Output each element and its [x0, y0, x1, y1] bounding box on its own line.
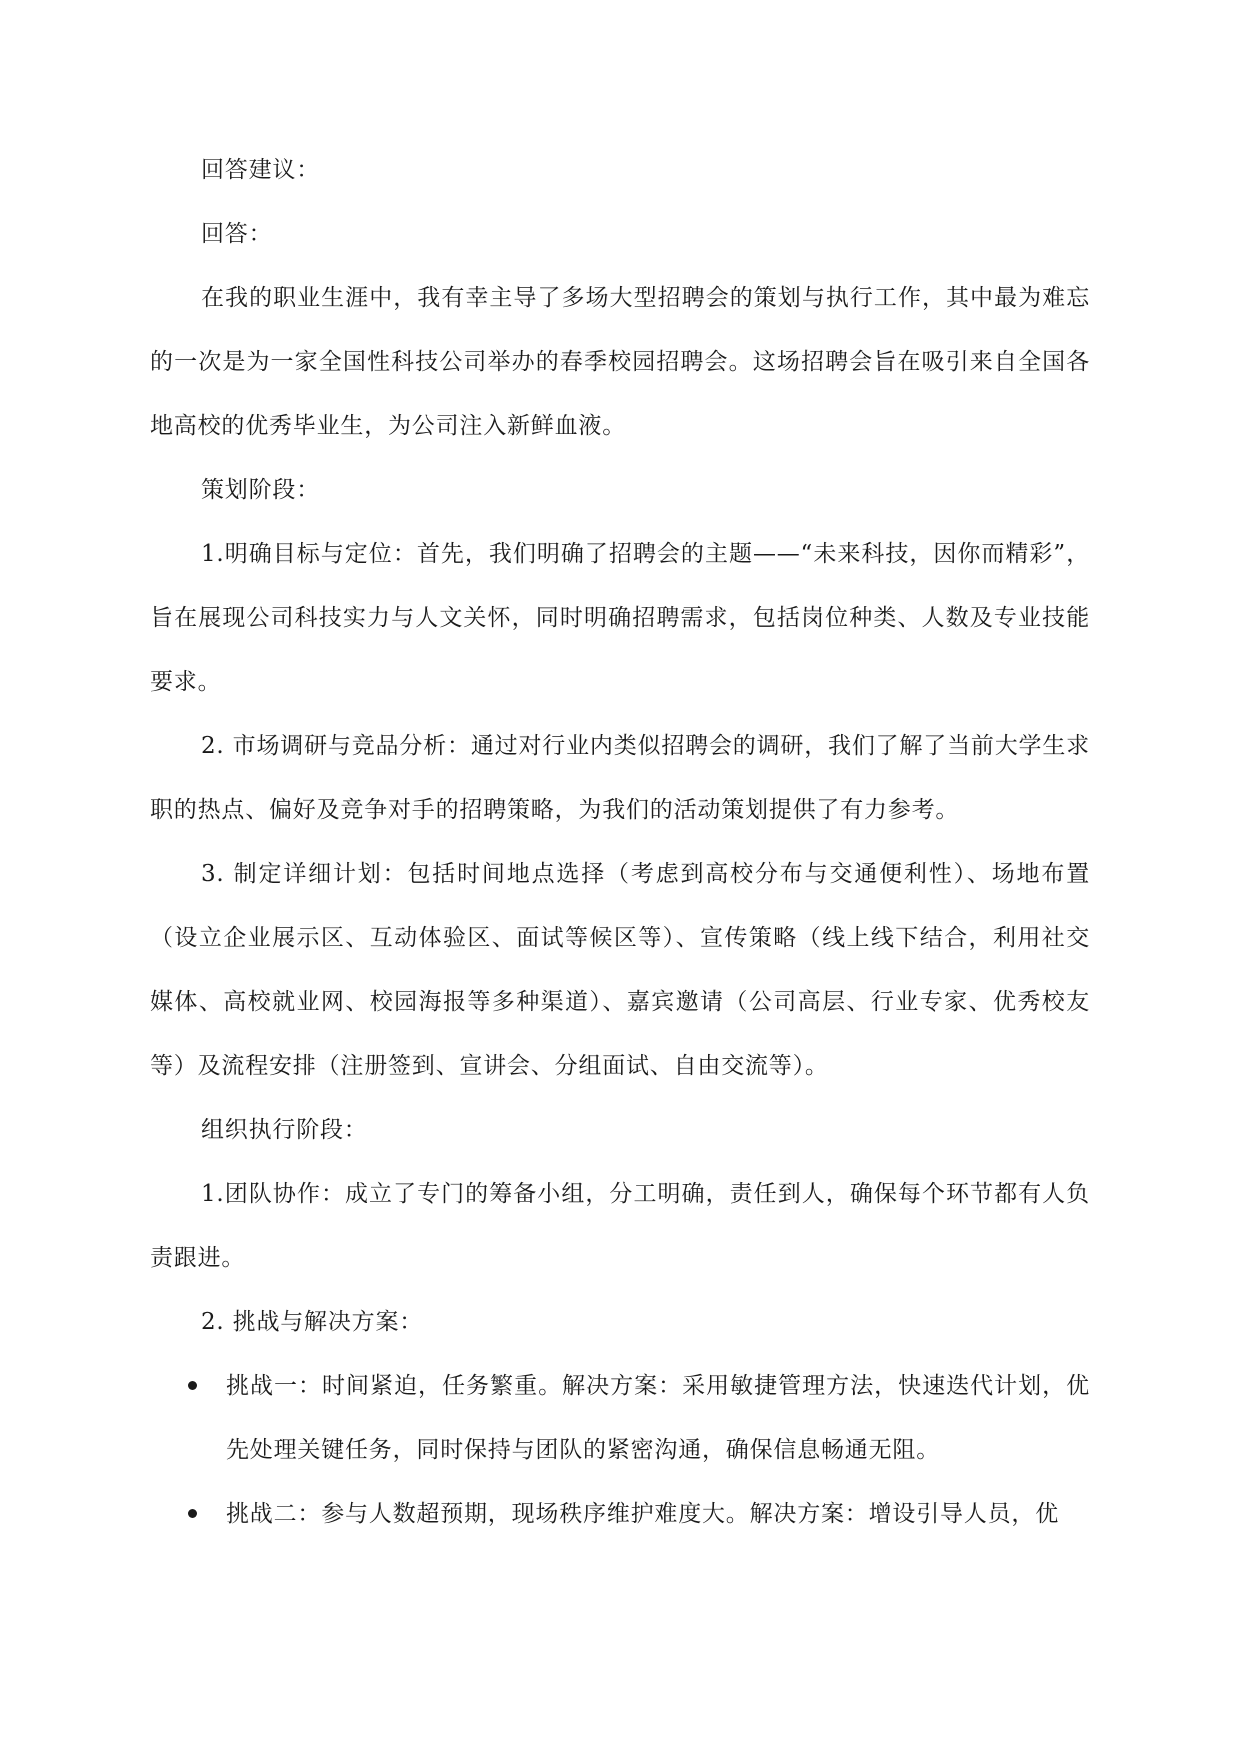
- bullet-icon: [188, 1509, 197, 1518]
- paragraph-execution-1: 1.团队协作：成立了专门的筹备小组，分工明确，责任到人，确保每个环节都有人负责跟进。: [150, 1181, 1090, 1271]
- paragraph-planning-2: 2. 市场调研与竞品分析：通过对行业内类似招聘会的调研，我们了解了当前大学生求职的热点、偏好及竞争对手的招聘策略，为我们的活动策划提供了有力参考。: [150, 733, 1090, 823]
- bullet-icon: [188, 1381, 197, 1390]
- challenge-text: 挑战二：参与人数超预期，现场秩序维护难度大。解决方案：增设引导人员，优: [226, 1501, 1059, 1527]
- paragraph-intro: 在我的职业生涯中，我有幸主导了多场大型招聘会的策划与执行工作，其中最为难忘的一次是为一家全国性科技公司举办的春季校园招聘会。这场招聘会旨在吸引来自全国各地高校的优秀毕业生，为公司注入新鲜血液。: [150, 285, 1090, 439]
- list-item: [150, 1354, 1090, 1482]
- paragraph-answer-label: 回答：: [201, 221, 273, 247]
- heading-execution-phase: 组织执行阶段：: [201, 1117, 368, 1143]
- heading-planning-phase: 策划阶段：: [201, 477, 320, 503]
- paragraph-answer-suggestion: 回答建议：: [201, 157, 320, 183]
- paragraph-execution-2: 2. 挑战与解决方案：: [201, 1309, 424, 1335]
- paragraph-planning-3: 3. 制定详细计划：包括时间地点选择（考虑到高校分布与交通便利性）、场地布置（设立企业展示区、互动体验区、面试等候区等）、宣传策略（线上线下结合，利用社交媒体、高校就业网、校园海报等多种渠道）、嘉宾邀请（公司高层、行业专家、优秀校友等）及流程安排（注册签到、宣讲会、分组面试、自由交流等）。: [150, 861, 1090, 1079]
- list-item: [150, 1482, 1090, 1546]
- document-body: [150, 138, 1090, 1546]
- challenge-list: [150, 1354, 1090, 1546]
- paragraph-planning-1: 1.明确目标与定位：首先，我们明确了招聘会的主题——“未来科技，因你而精彩”，旨在展现公司科技实力与人文关怀，同时明确招聘需求，包括岗位种类、人数及专业技能要求。: [150, 541, 1090, 695]
- challenge-text: 挑战一：时间紧迫，任务繁重。解决方案：采用敏捷管理方法，快速迭代计划，优先处理关键任务，同时保持与团队的紧密沟通，确保信息畅通无阻。: [226, 1373, 1090, 1463]
